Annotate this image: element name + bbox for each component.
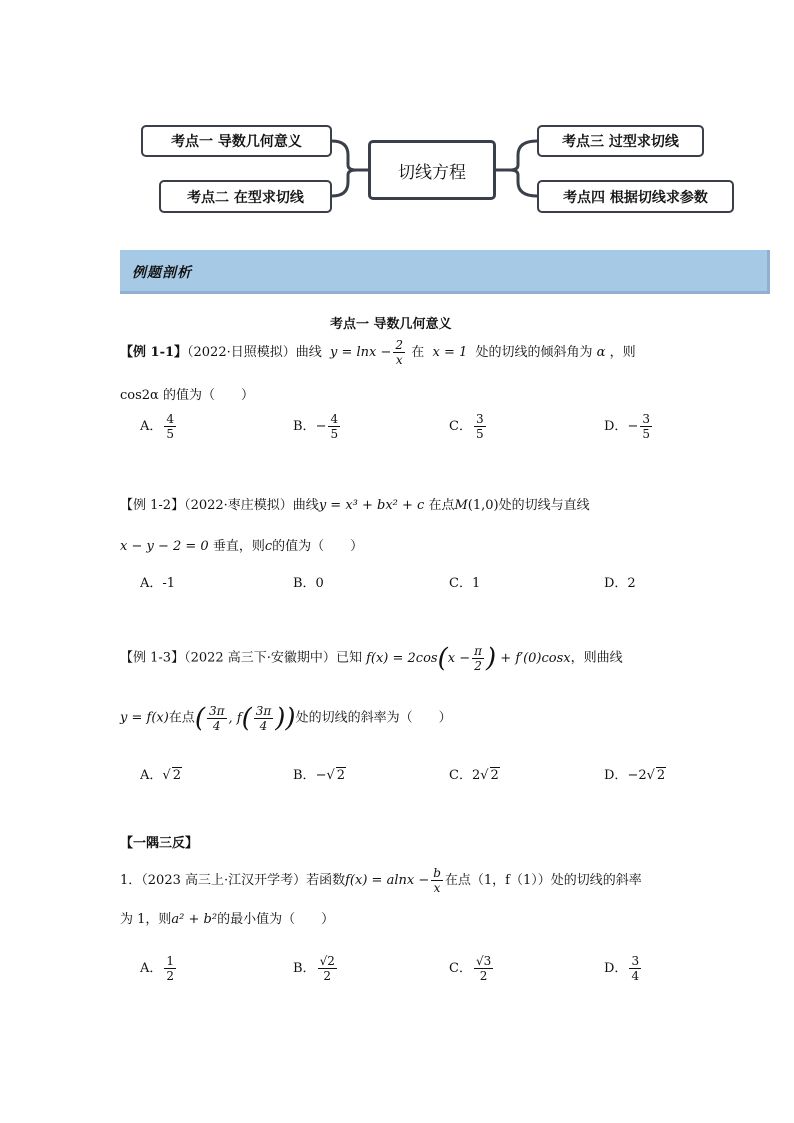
option-a: A．-1: [140, 576, 176, 591]
example-1-1-line1: [120, 338, 636, 367]
section-title: 考点一 导数几何意义: [330, 317, 452, 332]
text: 1．（2023 高三上·江汉开学考）若函数: [120, 873, 346, 888]
formula: ( $\frac{3\pi}{4}$ , f( $\frac{3\pi}{4}$ )): [194, 703, 296, 733]
formula: y = x³ + bx² + c: [318, 498, 425, 513]
mindmap-node-topic1: 考点一 导数几何意义: [141, 125, 332, 157]
example-1-3-line1: [120, 643, 623, 673]
option-c: C．1: [449, 576, 481, 591]
option-d: D．−2√ 2: [604, 768, 666, 783]
option-d: D． $\frac{3}{4}$: [604, 954, 640, 983]
mindmap-node-topic3: 考点三 过型求切线: [537, 125, 704, 157]
formula: M: [454, 498, 468, 513]
practice-q1-line1: [120, 866, 642, 895]
text: 在点: [168, 710, 195, 726]
text: 处的切线与直线: [498, 498, 590, 513]
option-c: C． $\frac{3}{5}$: [449, 412, 484, 441]
example-label: 【例 1-1】: [120, 345, 188, 360]
example-label: 【例 1-2】: [120, 498, 185, 513]
text: 在点: [428, 498, 455, 513]
mindmap-center: 切线方程: [368, 140, 496, 200]
option-b: B．− $\frac{4}{5}$: [293, 412, 339, 441]
example-1-3-line2: [120, 703, 452, 733]
banner-label: 例题剖析: [132, 265, 192, 281]
option-d: D．− $\frac{3}{5}$: [604, 412, 650, 441]
formula: f(x) = alnx − $\frac{b}{x}$: [345, 866, 441, 895]
formula: (1,0): [467, 498, 499, 513]
option-a: A． $\frac{1}{2}$: [140, 954, 175, 983]
text: 已知: [335, 650, 362, 666]
practice-heading: 【一隅三反】: [120, 836, 199, 851]
example-label: 【例 1-3】: [120, 650, 185, 666]
option-b: B． $\frac{√2}{2}$: [293, 954, 335, 983]
option-b: B．−√ 2: [293, 768, 346, 783]
option-c: C．2√ 2: [449, 768, 499, 783]
practice-q1-line2: [120, 908, 334, 927]
text: 处的切线的斜率为（ ）: [295, 710, 452, 726]
text: 为 1，则: [120, 912, 172, 927]
formula: y = lnx − $\frac{2}{x}$: [325, 338, 404, 367]
text: 的值为（ ）: [272, 539, 364, 554]
example-1-2-line1: [120, 494, 590, 513]
example-source: （2022 高三下·安徽期中）: [184, 650, 336, 666]
text: ，则曲线: [570, 650, 623, 666]
example-1-2-line2: [120, 535, 363, 554]
formula: α: [596, 345, 606, 360]
formula: x − y − 2 = 0: [120, 539, 209, 554]
text: 垂直，则: [212, 539, 265, 554]
formula: a² + b²: [171, 912, 218, 927]
text: 在: [411, 345, 425, 360]
option-d: D．2: [604, 576, 636, 591]
text: ，则: [609, 345, 636, 360]
option-c: C． $\frac{√3}{2}$: [449, 954, 492, 983]
formula: f(x) = 2cos(x − $\frac{\pi}{2}$ ) + f′(0)cosx: [366, 643, 571, 673]
option-b: B．0: [293, 576, 324, 591]
formula: y = f(x): [120, 710, 169, 726]
mindmap-node-topic2: 考点二 在型求切线: [159, 180, 332, 213]
option-a: A．√ 2: [140, 768, 181, 783]
text: 曲线: [292, 498, 319, 513]
example-source: （2022·日照模拟）: [187, 345, 296, 360]
mindmap-node-topic4: 考点四 根据切线求参数: [537, 180, 734, 213]
section-banner: [120, 250, 770, 294]
formula: x = 1: [432, 345, 468, 360]
text: 曲线: [295, 345, 322, 360]
formula: c: [264, 539, 273, 554]
option-a: A． $\frac{4}{5}$: [140, 412, 175, 441]
text: 处的切线的倾斜角为: [475, 345, 593, 360]
text: 的最小值为（ ）: [217, 912, 335, 927]
example-source: （2022·枣庄模拟）: [184, 498, 293, 513]
text: 在点（1，f（1））处的切线的斜率: [444, 873, 642, 888]
example-1-1-line2: cos2α 的值为（ ）: [120, 388, 254, 403]
